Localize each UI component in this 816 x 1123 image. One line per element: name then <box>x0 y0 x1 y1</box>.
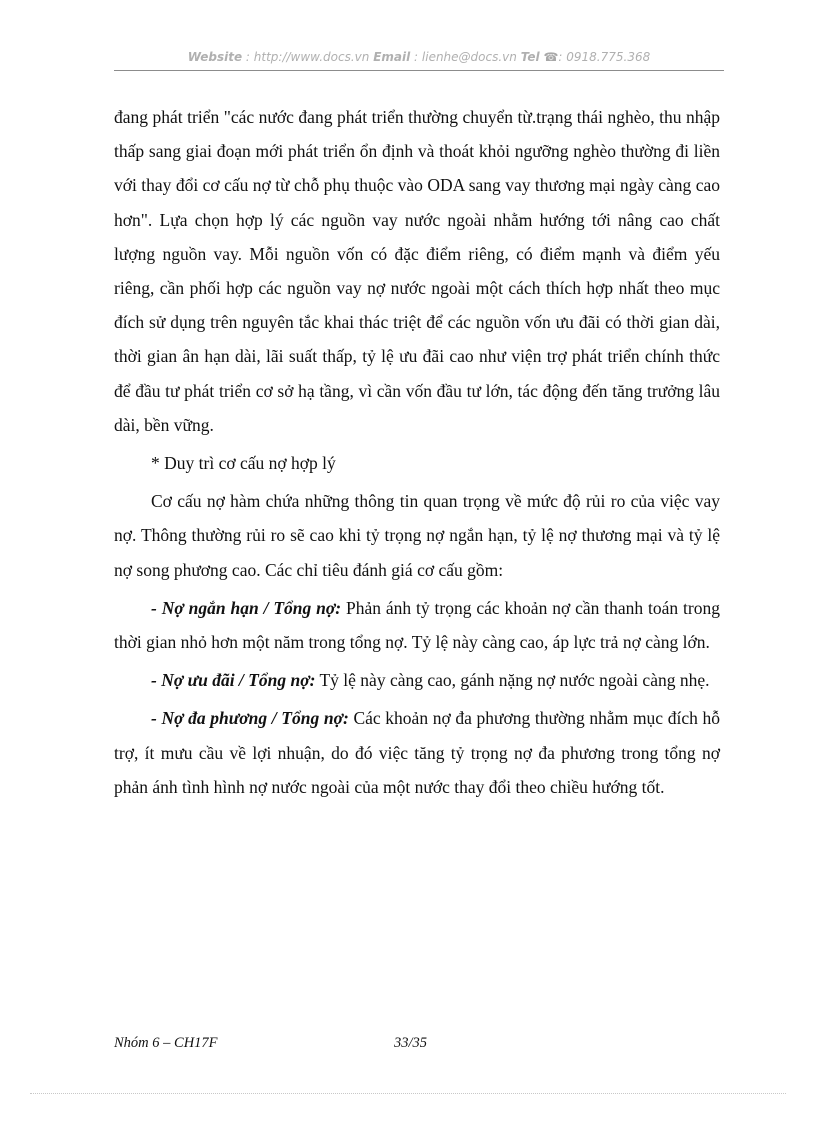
page-body <box>114 100 720 804</box>
list-item-term: - Nợ đa phương / Tổng nợ: <box>151 708 349 729</box>
footer-group: Nhóm 6 – CH17F <box>114 1035 218 1051</box>
section-heading: * Duy trì cơ cấu nợ hợp lý <box>151 453 336 474</box>
list-item-term: - Nợ ngắn hạn / Tổng nợ: <box>151 597 342 618</box>
website-value: : http://www.docs.vn <box>245 50 370 64</box>
page-bottom-divider <box>30 1093 786 1094</box>
list-item <box>114 701 720 804</box>
header-divider <box>114 70 724 71</box>
tel-label: Tel <box>520 50 540 64</box>
body-paragraph: Cơ cấu nợ hàm chứa những thông tin quan trọng về mức độ rủi ro của việc vay nợ. Thông thường rủi ro sẽ cao khi tỷ trọng nợ ngắn hạn, tỷ lệ nợ thương mại và tỷ lệ nợ song phương cao. Các chỉ tiêu đánh giá cơ cấu gồm: <box>114 491 720 580</box>
list-item-text: Tỷ lệ này càng cao, gánh nặng nợ nước ngoài càng nhẹ. <box>315 670 710 691</box>
phone-icon: ☎ <box>543 50 559 64</box>
list-item <box>114 663 720 697</box>
email-label: Email <box>373 50 411 64</box>
website-label: Website <box>187 50 243 64</box>
tel-value: : 0918.775.368 <box>558 50 651 64</box>
list-item-term: - Nợ ưu đãi / Tổng nợ: <box>151 670 316 691</box>
body-paragraph: đang phát triển "các nước đang phát triển thường chuyển từ.trạng thái nghèo, thu nhập thấp sang giai đoạn mới phát triển ổn định và thoát khỏi ngưỡng nghèo thường đi liền với thay đổi cơ cấu nợ từ chỗ phụ thuộc vào ODA sang vay thương mại ngày càng cao hơn". Lựa chọn hợp lý các nguồn vay nước ngoài nhằm hướng tới nâng cao chất lượng nguồn vay. Mỗi nguồn vốn có đặc điểm riêng, có điểm mạnh và điểm yếu riêng, cần phối hợp các nguồn vay nợ nước ngoài một cách thích hợp nhất theo mục đích sử dụng trên nguyên tắc khai thác triệt để các nguồn vốn ưu đãi có thời gian dài, thời gian ân hạn dài, lãi suất thấp, tỷ lệ ưu đãi cao như viện trợ phát triển chính thức để đầu tư phát triển cơ sở hạ tầng, vì cần vốn đầu tư lớn, tác động đến tăng trưởng lâu dài, bền vững. <box>114 107 720 435</box>
list-item <box>114 591 720 659</box>
email-value: : lienhe@docs.vn <box>414 50 517 64</box>
page-number: 33/35 <box>394 1035 428 1051</box>
list-item-text: Các khoản nợ đa phương thường nhằm mục đích hỗ trợ, ít mưu cầu về lợi nhuận, do đó việc tăng tỷ trọng nợ đa phương trong tổng nợ phản ánh tình hình nợ nước ngoài của một nước thay đổi theo chiều hướng tốt. <box>114 708 720 797</box>
page-header <box>114 50 724 70</box>
list-item-text: Phản ánh tỷ trọng các khoản nợ cần thanh toán trong thời gian nhỏ hơn một năm trong tổng nợ. Tỷ lệ này càng cao, áp lực trả nợ càng lớn. <box>114 597 720 653</box>
